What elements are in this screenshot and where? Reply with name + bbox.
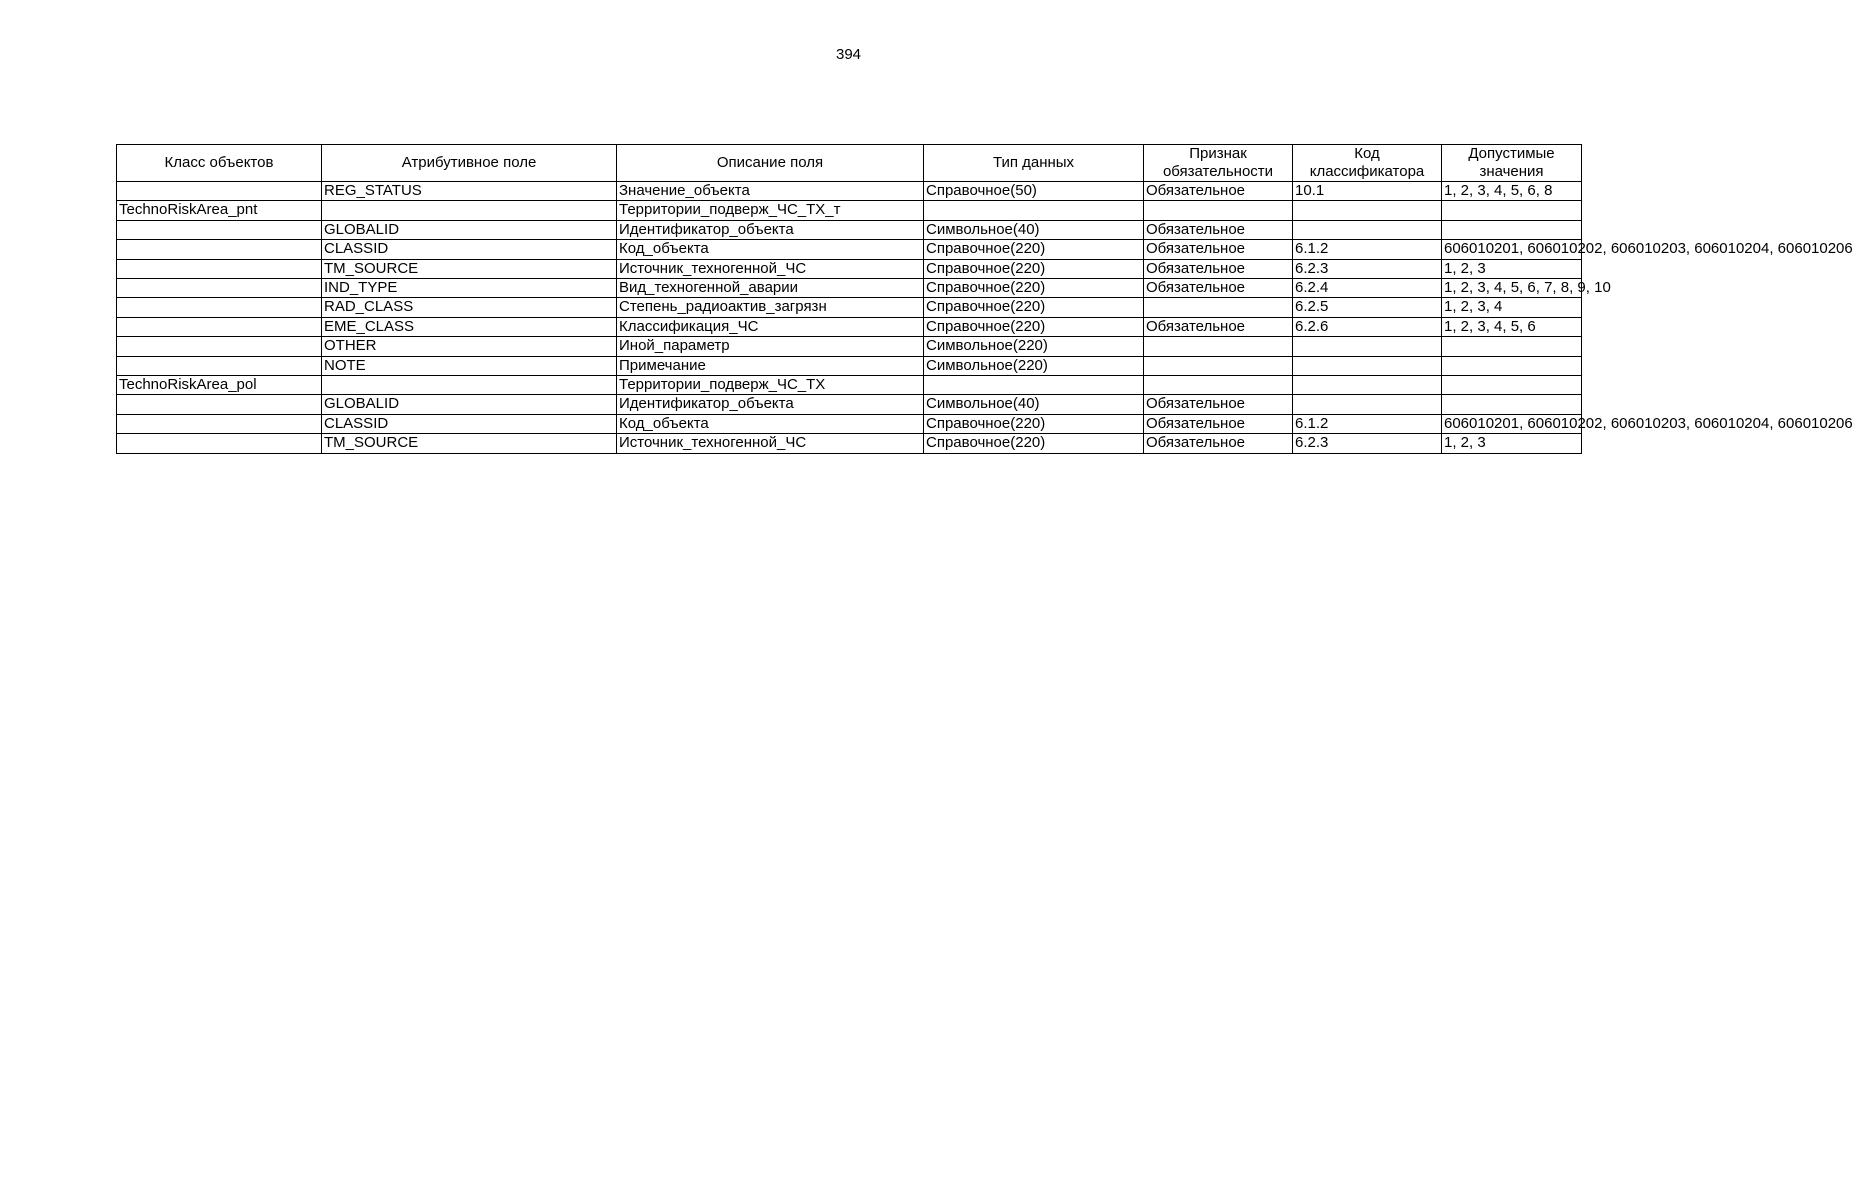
table-row <box>117 279 1582 298</box>
page-number: 394 <box>835 46 862 63</box>
classifier-code-cell: 6.2.6 <box>1293 317 1442 336</box>
data-type-cell: Справочное(220) <box>924 298 1144 317</box>
allowed-values-cell <box>1442 395 1582 414</box>
classifier-code-cell: 10.1 <box>1293 182 1442 201</box>
object-class-cell <box>117 182 322 201</box>
field-description-cell: Идентификатор_объекта <box>617 395 924 414</box>
header-field-description: Описание поля <box>617 145 924 182</box>
header-attribute-field: Атрибутивное поле <box>322 145 617 182</box>
attribute-field-cell: CLASSID <box>322 414 617 433</box>
data-type-cell <box>924 376 1144 395</box>
object-class-cell <box>117 220 322 239</box>
required-flag-cell: Обязательное <box>1144 414 1293 433</box>
table-row <box>117 220 1582 239</box>
object-class-cell <box>117 317 322 336</box>
field-description-cell: Территории_подверж_ЧС_ТХ_т <box>617 201 924 220</box>
classifier-code-cell <box>1293 376 1442 395</box>
object-class-cell <box>117 395 322 414</box>
attribute-field-cell <box>322 201 617 220</box>
object-class-cell <box>117 434 322 453</box>
table-row <box>117 414 1582 433</box>
table-row <box>117 434 1582 453</box>
allowed-values-cell: 1, 2, 3 <box>1442 434 1582 453</box>
classifier-code-cell <box>1293 337 1442 356</box>
attribute-field-cell: IND_TYPE <box>322 279 617 298</box>
attribute-field-cell: EME_CLASS <box>322 317 617 336</box>
allowed-values-cell <box>1442 337 1582 356</box>
table-row <box>117 240 1582 259</box>
field-description-cell: Степень_радиоактив_загрязн <box>617 298 924 317</box>
classifier-code-cell <box>1293 395 1442 414</box>
required-flag-cell <box>1144 376 1293 395</box>
attribute-field-cell: RAD_CLASS <box>322 298 617 317</box>
required-flag-cell: Обязательное <box>1144 434 1293 453</box>
object-class-cell <box>117 414 322 433</box>
required-flag-cell: Обязательное <box>1144 279 1293 298</box>
field-description-cell: Код_объекта <box>617 414 924 433</box>
field-description-cell: Примечание <box>617 356 924 375</box>
required-flag-cell: Обязательное <box>1144 220 1293 239</box>
attribute-field-cell: TM_SOURCE <box>322 259 617 278</box>
data-type-cell: Справочное(220) <box>924 434 1144 453</box>
required-flag-cell <box>1144 201 1293 220</box>
attribute-field-cell: REG_STATUS <box>322 182 617 201</box>
attribute-field-cell: GLOBALID <box>322 220 617 239</box>
data-type-cell: Справочное(220) <box>924 414 1144 433</box>
object-class-cell <box>117 337 322 356</box>
allowed-values-cell: 1, 2, 3, 4, 5, 6 <box>1442 317 1582 336</box>
field-description-cell: Территории_подверж_ЧС_ТХ <box>617 376 924 395</box>
object-class-cell <box>117 240 322 259</box>
attribute-field-cell <box>322 376 617 395</box>
field-description-cell: Классификация_ЧС <box>617 317 924 336</box>
attribute-field-cell: OTHER <box>322 337 617 356</box>
table-row <box>117 356 1582 375</box>
field-description-cell: Иной_параметр <box>617 337 924 356</box>
table-row <box>117 182 1582 201</box>
object-class-cell: TechnoRiskArea_pnt <box>117 201 322 220</box>
object-class-cell <box>117 259 322 278</box>
data-type-cell: Справочное(220) <box>924 240 1144 259</box>
table-row <box>117 376 1582 395</box>
data-type-cell: Символьное(40) <box>924 220 1144 239</box>
header-data-type: Тип данных <box>924 145 1144 182</box>
header-classifier-code: Код классификатора <box>1293 145 1442 182</box>
field-description-cell: Источник_техногенной_ЧС <box>617 259 924 278</box>
allowed-values-cell: 1, 2, 3, 4, 5, 6, 8 <box>1442 182 1582 201</box>
required-flag-cell: Обязательное <box>1144 182 1293 201</box>
classifier-code-cell: 6.2.3 <box>1293 259 1442 278</box>
field-description-cell: Значение_объекта <box>617 182 924 201</box>
attribute-field-cell: TM_SOURCE <box>322 434 617 453</box>
attribute-table <box>116 144 1853 454</box>
header-required-flag: Признак обязательности <box>1144 145 1293 182</box>
object-class-cell <box>117 298 322 317</box>
allowed-values-cell: 1, 2, 3, 4, 5, 6, 7, 8, 9, 10 <box>1442 279 1582 298</box>
data-type-cell: Справочное(220) <box>924 259 1144 278</box>
required-flag-cell: Обязательное <box>1144 259 1293 278</box>
object-class-cell <box>117 279 322 298</box>
field-description-cell: Код_объекта <box>617 240 924 259</box>
allowed-values-cell <box>1442 356 1582 375</box>
data-type-cell: Справочное(50) <box>924 182 1144 201</box>
allowed-values-cell: 606010201, 606010202, 606010203, 606010204, 606010206 <box>1442 414 1582 433</box>
attribute-field-cell: NOTE <box>322 356 617 375</box>
allowed-values-cell: 606010201, 606010202, 606010203, 606010204, 606010206 <box>1442 240 1582 259</box>
data-type-cell: Справочное(220) <box>924 279 1144 298</box>
data-type-cell: Справочное(220) <box>924 317 1144 336</box>
table-header-row <box>117 145 1582 182</box>
classifier-code-cell <box>1293 356 1442 375</box>
allowed-values-cell <box>1442 201 1582 220</box>
data-type-cell: Символьное(220) <box>924 337 1144 356</box>
field-description-cell: Источник_техногенной_ЧС <box>617 434 924 453</box>
table-row <box>117 259 1582 278</box>
allowed-values-cell <box>1442 376 1582 395</box>
table-row <box>117 317 1582 336</box>
required-flag-cell: Обязательное <box>1144 240 1293 259</box>
required-flag-cell <box>1144 298 1293 317</box>
required-flag-cell <box>1144 337 1293 356</box>
allowed-values-cell: 1, 2, 3, 4 <box>1442 298 1582 317</box>
header-allowed-values: Допустимые значения <box>1442 145 1582 182</box>
field-description-cell: Вид_техногенной_аварии <box>617 279 924 298</box>
classifier-code-cell: 6.1.2 <box>1293 414 1442 433</box>
required-flag-cell <box>1144 356 1293 375</box>
classifier-code-cell: 6.2.5 <box>1293 298 1442 317</box>
classifier-code-cell <box>1293 220 1442 239</box>
classifier-code-cell: 6.1.2 <box>1293 240 1442 259</box>
required-flag-cell: Обязательное <box>1144 317 1293 336</box>
data-type-cell: Символьное(220) <box>924 356 1144 375</box>
required-flag-cell: Обязательное <box>1144 395 1293 414</box>
object-class-cell: TechnoRiskArea_pol <box>117 376 322 395</box>
classifier-code-cell: 6.2.3 <box>1293 434 1442 453</box>
allowed-values-cell: 1, 2, 3 <box>1442 259 1582 278</box>
allowed-values-cell <box>1442 220 1582 239</box>
data-type-cell: Символьное(40) <box>924 395 1144 414</box>
field-description-cell: Идентификатор_объекта <box>617 220 924 239</box>
classifier-code-cell <box>1293 201 1442 220</box>
attribute-field-cell: GLOBALID <box>322 395 617 414</box>
header-object-class: Класс объектов <box>117 145 322 182</box>
table-row <box>117 298 1582 317</box>
table-row <box>117 395 1582 414</box>
attribute-field-cell: CLASSID <box>322 240 617 259</box>
classifier-code-cell: 6.2.4 <box>1293 279 1442 298</box>
object-class-cell <box>117 356 322 375</box>
table-row <box>117 201 1582 220</box>
data-type-cell <box>924 201 1144 220</box>
table-row <box>117 337 1582 356</box>
